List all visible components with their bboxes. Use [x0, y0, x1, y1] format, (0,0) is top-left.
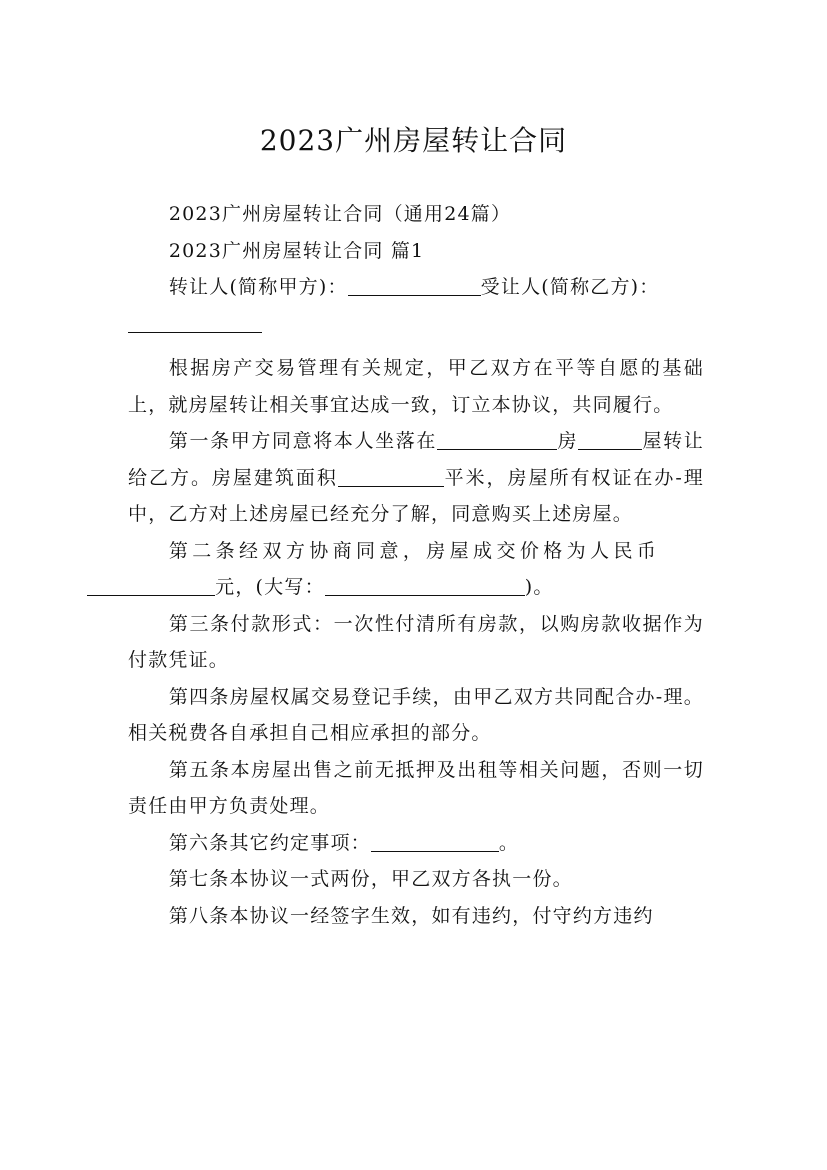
clause-1-text-b: 房 — [557, 430, 579, 452]
clause-4: 第四条房屋权属交易登记手续，由甲乙双方共同配合办-理。相关税费各自承担自己相应承担的部分。 — [128, 685, 704, 744]
clause-6-text-a: 第六条其它约定事项： — [168, 831, 371, 854]
clause-1-text-a: 第一条甲方同意将本人坐落在 — [168, 430, 438, 452]
transferee-blank-line — [128, 306, 704, 343]
document-body — [128, 196, 704, 934]
transferor-blank — [348, 273, 481, 296]
transferor-label: 转让人(简称甲方)： — [168, 276, 348, 298]
subtitle: 2023广州房屋转让合同（通用24篇） — [168, 203, 512, 225]
clause-2-text-b: 元，(大写： — [215, 576, 325, 598]
clause-1-text-d: 平米，房屋所有权证在办-理中，乙方对上述房屋已经充分了解，同意购买上述房屋。 — [128, 466, 704, 525]
clause-8: 第八条本协议一经签字生效，如有违约，付守约方违约 — [168, 904, 654, 927]
price-words-blank — [325, 573, 525, 596]
clause-2-text-c: )。 — [524, 576, 554, 598]
parties-line — [128, 269, 704, 306]
clause-6-text-b: 。 — [498, 831, 520, 854]
location-blank — [437, 427, 557, 450]
intro-paragraph: 根据房产交易管理有关规定，甲乙双方在平等自愿的基础上，就房屋转让相关事宜达成一致，订立本协议，共同履行。 — [128, 357, 704, 416]
price-blank — [87, 573, 215, 596]
clause-6 — [128, 825, 704, 862]
clause-2-text-a: 第二条经双方协商同意，房屋成交价格为人民币 — [168, 539, 661, 562]
clause-2 — [128, 533, 704, 606]
clause-1-text-c: 屋转让给乙方。房屋建筑面积 — [128, 430, 704, 489]
clause-7: 第七条本协议一式两份，甲乙双方各执一份。 — [168, 868, 573, 890]
section-heading: 2023广州房屋转让合同 篇1 — [168, 239, 425, 262]
area-blank — [338, 464, 444, 487]
transferee-blank — [128, 310, 262, 333]
transferee-label: 受让人(简称乙方)： — [480, 276, 660, 298]
room-blank — [578, 427, 642, 450]
clause-3: 第三条付款形式：一次性付清所有房款，以购房款收据作为付款凭证。 — [128, 612, 704, 671]
document-title: 2023广州房屋转让合同 — [259, 123, 568, 157]
other-terms-blank — [371, 829, 499, 852]
clause-5: 第五条本房屋出售之前无抵押及出租等相关问题，否则一切责任由甲方负责处理。 — [128, 758, 704, 817]
clause-1 — [128, 423, 704, 533]
